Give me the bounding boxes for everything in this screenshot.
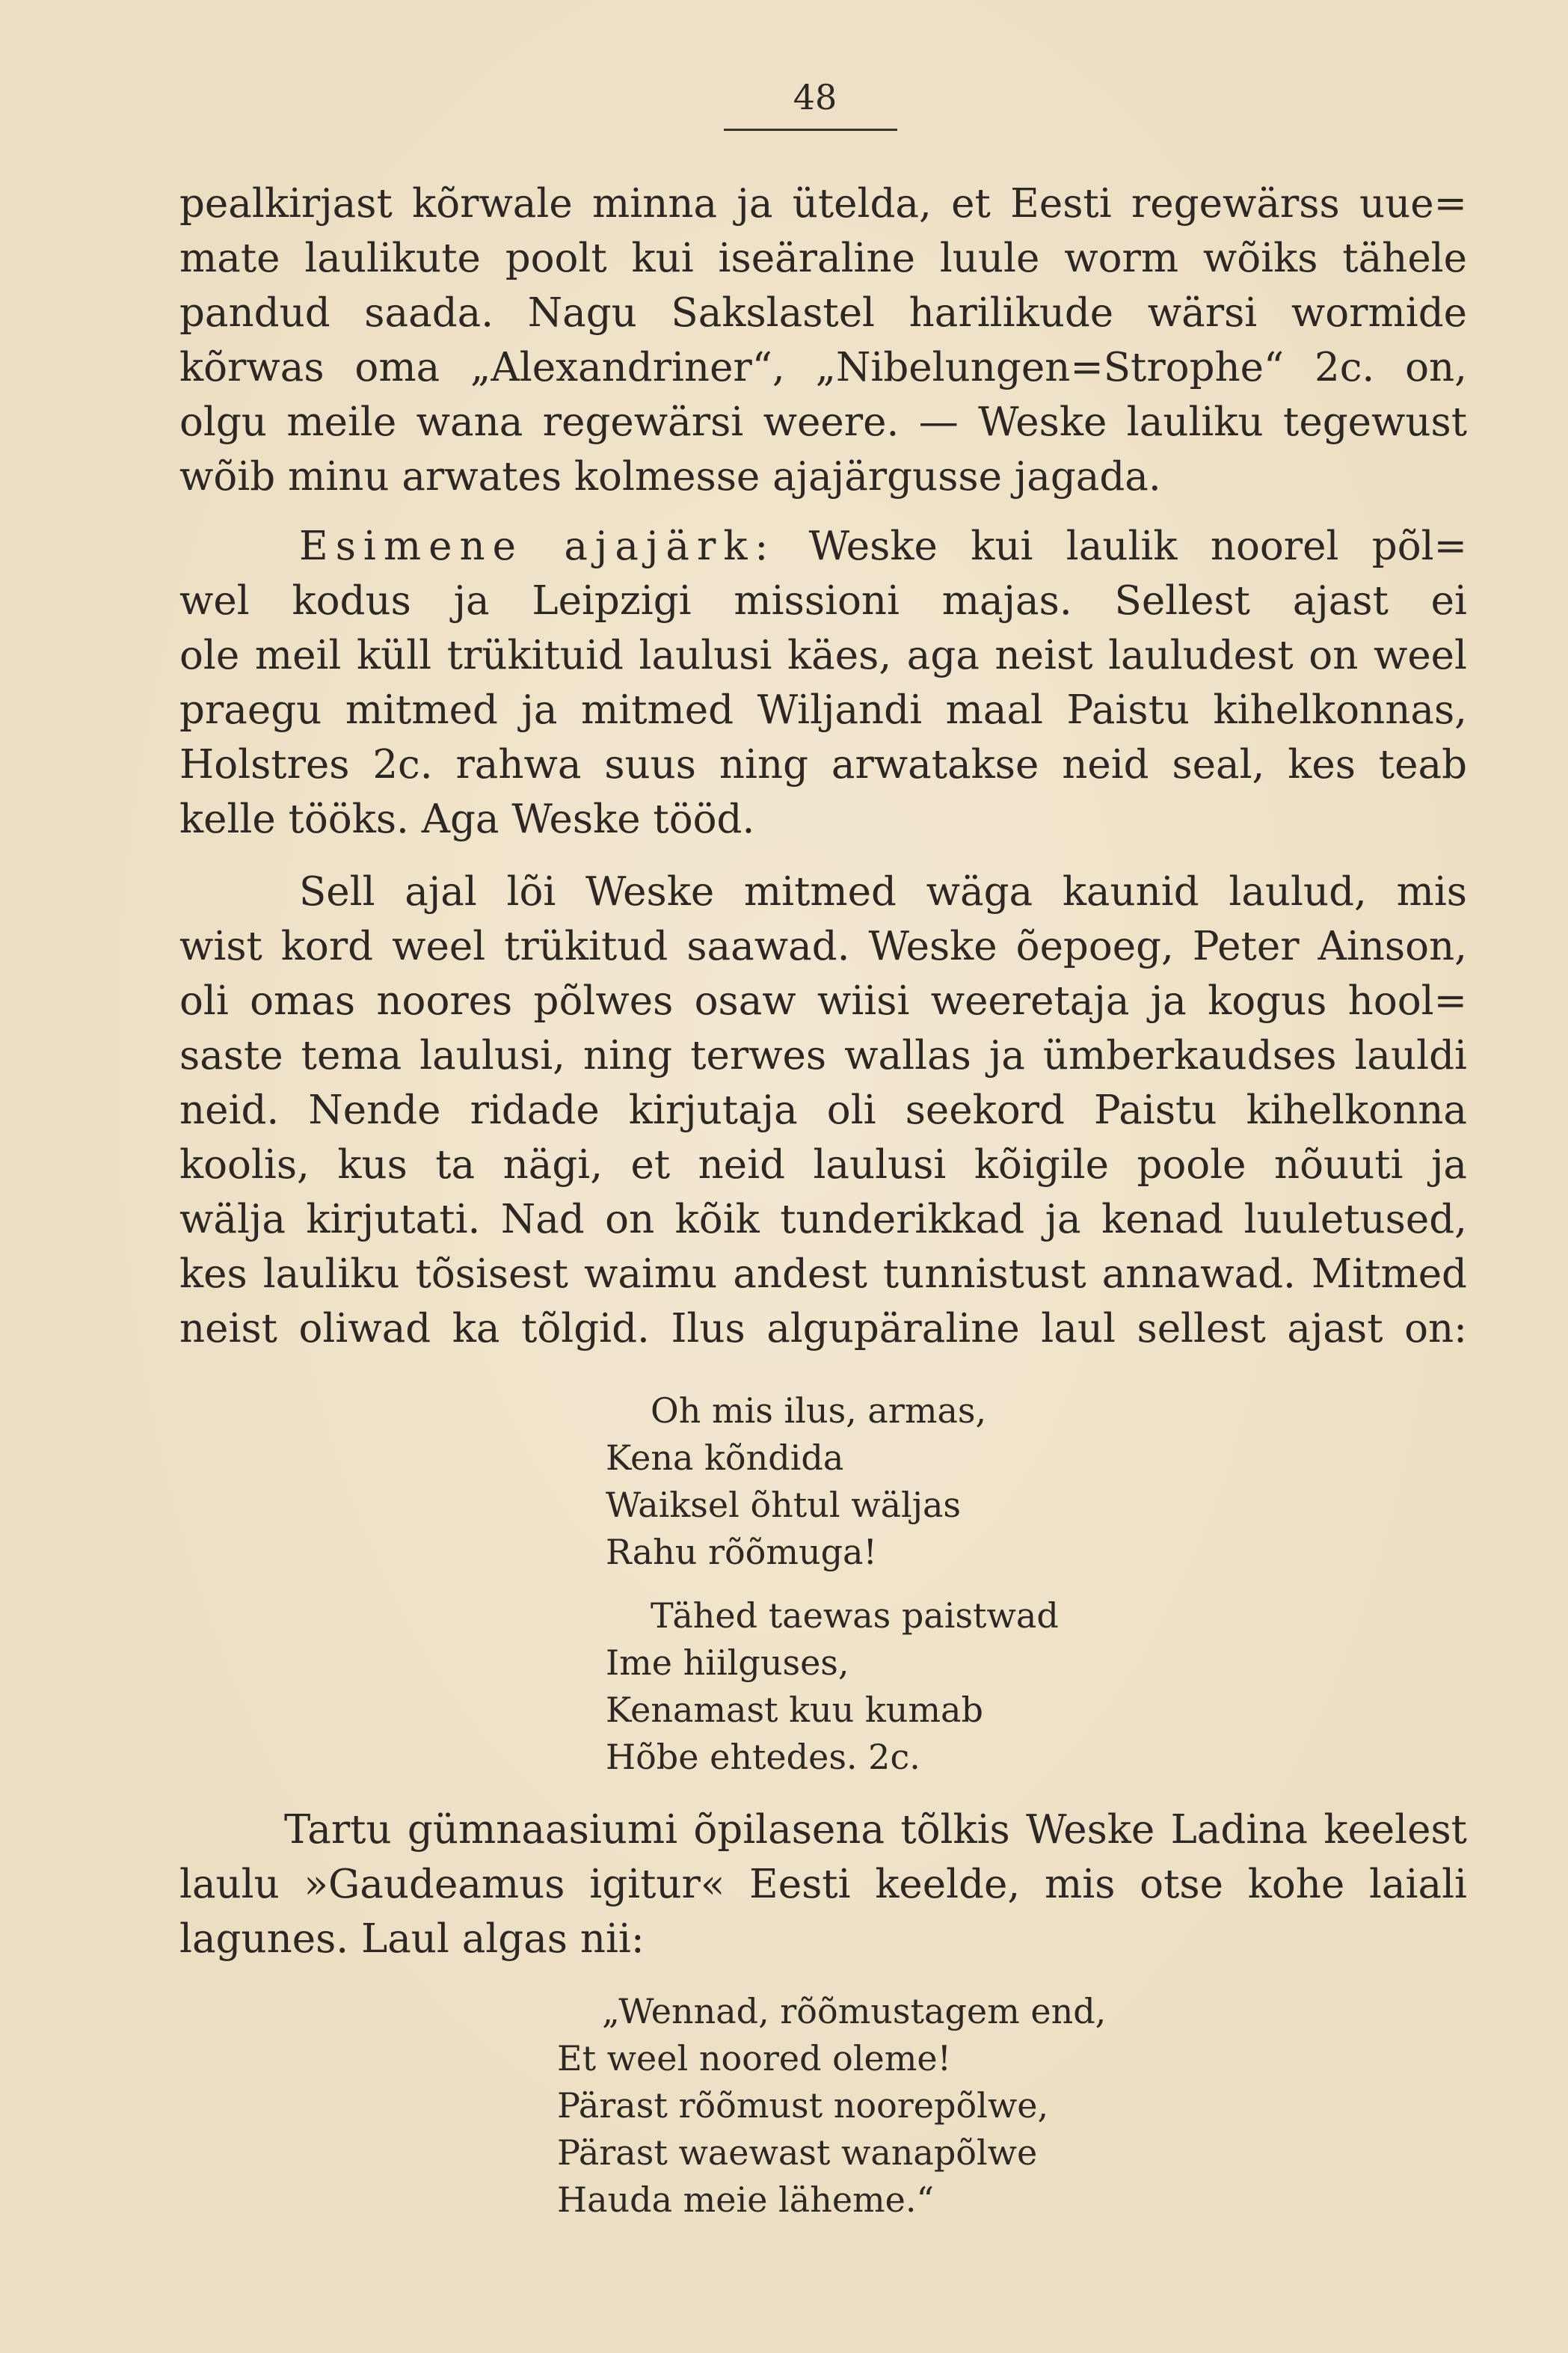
text-line: oli omas noores põlwes osaw wiisi weeretaja ja kogus hool= [179,978,1467,1024]
text-line: wõib minu arwates kolmesse ajajärgusse jagada. [179,454,1161,500]
text-line: pandud saada. Nagu Sakslastel harilikude wärsi wormide [179,290,1467,336]
text-line: ole meil küll trükituid laulusi käes, aga neist lauludest on weel [179,633,1467,678]
text-line: mate laulikute poolt kui iseäraline luule worm wõiks tähele [179,236,1467,281]
poem-line: Ime hiilguses, [606,1642,849,1683]
text-line: koolis, kus ta nägi, et neid laulusi kõigile poole nõuuti ja [179,1142,1467,1188]
text-line: kelle tööks. Aga Weske tööd. [179,797,755,842]
poem-line: Hauda meie läheme.“ [557,2179,935,2220]
text-line: saste tema laulusi, ning terwes wallas ja ümberkaudses lauldi [179,1033,1467,1079]
text-line: Tartu gümnaasiumi õpilasena tõlkis Weske Ladina keelest [284,1807,1467,1853]
text-line: praegu mitmed ja mitmed Wiljandi maal Paistu kihelkonnas, [179,687,1467,733]
paragraph-3 [179,865,1467,1356]
stanza-gap [606,1576,1059,1592]
poem-line: Tähed taewas paistwad [651,1595,1059,1636]
page-number: 48 [793,77,837,117]
paragraph-4 [179,1803,1467,1966]
poem-line: „Wennad, rõõmustagem end, [602,1991,1107,2031]
text-line [179,519,1467,574]
poem-line: Rahu rõõmuga! [606,1532,877,1572]
text-line: Sell ajal lõi Weske mitmed wäga kaunid laulud, mis [299,869,1467,915]
text-line: neid. Nende ridade kirjutaja oli seekord Paistu kihelkonna [179,1087,1467,1133]
text-line: wälja kirjutati. Nad on kõik tunderikkad ja kenad luuletused, [179,1197,1467,1242]
text-line-rest: Weske kui laulik noorel põl= [808,524,1467,569]
text-line: kes lauliku tõsisest waimu andest tunnistust annawad. Mitmed [179,1251,1467,1297]
poem-line: Pärast rõõmust noorepõlwe, [557,2085,1049,2126]
paragraph-1 [179,177,1467,504]
text-line: wist kord weel trükitud saawad. Weske õepoeg, Peter Ainson, [179,924,1467,969]
page-number-rule [724,129,897,131]
text-line: wel kodus ja Leipzigi missioni majas. Sellest ajast ei [179,578,1467,624]
poem-line: Pärast waewast wanapõlwe [557,2132,1038,2173]
poem-oh-mis-ilus [606,1387,1059,1781]
poem-line: Kenamast kuu kumab [606,1690,983,1730]
text-line: kõrwas oma „Alexandriner“, „Nibelungen=Strophe“ 2c. on, [179,345,1467,390]
spaced-heading: Esimene ajajärk: [299,524,776,569]
poem-line: Kena kõndida [606,1438,844,1478]
poem-line: Waiksel õhtul wäljas [606,1485,962,1525]
text-line: Holstres 2c. rahwa suus ning arwatakse neid seal, kes teab [179,742,1467,788]
poem-line: Hõbe ehtedes. 2c. [606,1737,920,1777]
text-line: olgu meile wana regewärsi weere. — Weske lauliku tegewust [179,399,1467,445]
poem-gaudeamus [557,1988,1106,2224]
poem-line: Oh mis ilus, armas, [651,1390,987,1431]
paragraph-2 [179,519,1467,847]
text-line: pealkirjast kõrwale minna ja ütelda, et Eesti regewärss uue= [179,181,1467,227]
text-line: laulu »Gaudeamus igitur« Eesti keelde, mis otse kohe laiali [179,1862,1467,1907]
poem-line: Et weel noored oleme! [557,2038,952,2079]
text-line: neist oliwad ka tõlgid. Ilus algupäraline laul sellest ajast on: [179,1306,1467,1352]
text-line: lagunes. Laul algas nii: [179,1916,645,1962]
